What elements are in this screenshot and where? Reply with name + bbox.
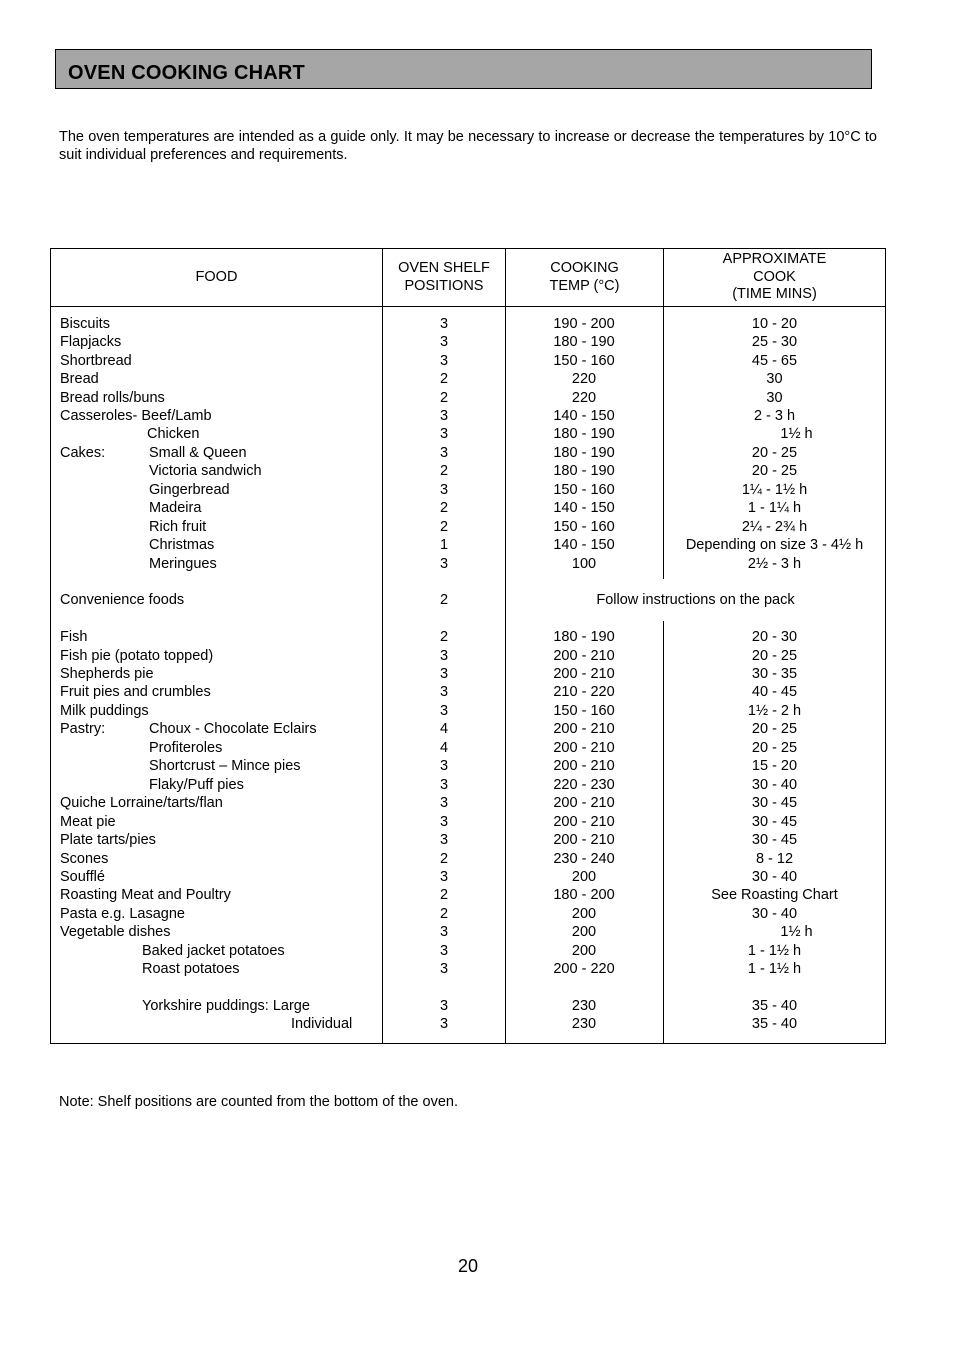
temp-cell: 180 - 200: [553, 887, 615, 903]
temp-cell: 180 - 190: [553, 463, 615, 479]
food-cell: Fish: [60, 629, 88, 645]
temp-cell: 140 - 150: [553, 500, 615, 516]
time-cell: 1 - 1½ h: [747, 961, 802, 977]
time-cell: 1½ h: [780, 426, 813, 442]
time-cell: 30: [766, 371, 783, 387]
time-cell: 15 - 20: [751, 758, 798, 774]
temp-cell: 200 - 210: [553, 721, 615, 737]
temp-cell: 140 - 150: [553, 537, 615, 553]
food-cell: Fruit pies and crumbles: [60, 684, 211, 700]
header-divider: [51, 306, 885, 307]
food-cell: Chicken: [147, 426, 200, 442]
time-cell: 20 - 30: [751, 629, 798, 645]
shelf-cell: 3: [439, 316, 449, 332]
shelf-cell: 3: [439, 353, 449, 369]
shelf-cell: 2: [439, 519, 449, 535]
temp-cell: 200 - 210: [553, 795, 615, 811]
food-cell: Gingerbread: [149, 482, 230, 498]
food-cell: Soufflé: [60, 869, 105, 885]
time-cell: 2¼ - 2¾ h: [741, 519, 808, 535]
shelf-cell: 3: [439, 795, 449, 811]
shelf-cell: 3: [439, 832, 449, 848]
shelf-cell: 3: [439, 703, 449, 719]
shelf-cell: 1: [439, 537, 449, 553]
temp-cell: 200 - 210: [553, 758, 615, 774]
food-cell: Shortcrust – Mince pies: [149, 758, 301, 774]
row-group-label: Pastry:: [60, 721, 106, 737]
food-cell: Fish pie (potato topped): [60, 648, 214, 664]
time-cell: 1¼ - 1½ h: [741, 482, 808, 498]
temp-cell: 230 - 240: [553, 851, 615, 867]
temp-cell: 200 - 210: [553, 648, 615, 664]
food-cell: Profiteroles: [149, 740, 223, 756]
temp-cell: 200 - 210: [553, 832, 615, 848]
shelf-cell: 3: [439, 814, 449, 830]
time-cell: 30 - 40: [751, 777, 798, 793]
time-cell: Depending on size 3 - 4½ h: [685, 537, 864, 553]
shelf-cell: 3: [439, 1016, 449, 1032]
temp-cell: 200: [571, 924, 597, 940]
shelf-cell: 3: [439, 445, 449, 461]
shelf-cell: 3: [439, 648, 449, 664]
food-cell: Victoria sandwich: [149, 463, 262, 479]
food-cell: Rich fruit: [149, 519, 207, 535]
time-cell: 35 - 40: [751, 1016, 798, 1032]
time-cell: 30 - 45: [751, 795, 798, 811]
page-number: 20: [457, 1256, 479, 1276]
time-cell: 10 - 20: [751, 316, 798, 332]
food-cell: Meat pie: [60, 814, 116, 830]
food-cell: Pasta e.g. Lasagne: [60, 906, 185, 922]
temp-cell: 150 - 160: [553, 482, 615, 498]
food-cell: Christmas: [149, 537, 215, 553]
header-food: FOOD: [195, 268, 238, 285]
header-temp: COOKING TEMP (°C): [549, 260, 620, 294]
food-cell: Scones: [60, 851, 109, 867]
shelf-cell: 3: [439, 924, 449, 940]
food-cell: Choux - Chocolate Eclairs: [149, 721, 317, 737]
food-cell: Meringues: [149, 556, 217, 572]
temp-cell: 150 - 160: [553, 353, 615, 369]
temp-cell: 190 - 200: [553, 316, 615, 332]
shelf-cell: 4: [439, 740, 449, 756]
shelf-cell: 3: [439, 961, 449, 977]
title-banner: [55, 49, 872, 89]
time-cell: 40 - 45: [751, 684, 798, 700]
header-shelf: OVEN SHELF POSITIONS: [398, 260, 490, 294]
food-cell: Quiche Lorraine/tarts/flan: [60, 795, 223, 811]
time-cell: 30 - 40: [751, 869, 798, 885]
shelf-cell: 3: [439, 684, 449, 700]
shelf-cell: 2: [439, 463, 449, 479]
food-cell: Flaky/Puff pies: [149, 777, 244, 793]
temp-cell: 230: [571, 1016, 597, 1032]
time-cell: 30 - 35: [751, 666, 798, 682]
time-cell: 20 - 25: [751, 463, 798, 479]
temp-cell: 150 - 160: [553, 703, 615, 719]
temp-cell: 180 - 190: [553, 629, 615, 645]
shelf-cell: 2: [439, 371, 449, 387]
temp-cell: 200 - 210: [553, 814, 615, 830]
temp-cell: 220 - 230: [553, 777, 615, 793]
food-cell: Roast potatoes: [142, 961, 240, 977]
temp-cell: 180 - 190: [553, 334, 615, 350]
temp-cell: 210 - 220: [553, 684, 615, 700]
shelf-cell: 3: [439, 777, 449, 793]
food-cell: Individual: [291, 1016, 353, 1032]
food-cell: Casseroles- Beef/Lamb: [60, 408, 212, 424]
time-cell: 20 - 25: [751, 740, 798, 756]
shelf-cell: 2: [439, 629, 449, 645]
temp-cell: 200 - 220: [553, 961, 615, 977]
temp-cell: 220: [571, 371, 597, 387]
shelf-cell: 3: [439, 869, 449, 885]
col-divider-3-lower: [663, 621, 664, 1043]
intro-paragraph: The oven temperatures are intended as a guide only. It may be necessary to increase or decrease the temperatures by 10°C to suit individual preferences and requirements.: [59, 129, 877, 163]
shelf-cell: 2: [439, 887, 449, 903]
food-cell: Shortbread: [60, 353, 132, 369]
time-cell: 45 - 65: [751, 353, 798, 369]
temp-cell: 140 - 150: [553, 408, 615, 424]
food-cell: Yorkshire puddings: Large: [142, 998, 310, 1014]
shelf-cell: 3: [439, 426, 449, 442]
shelf-cell: 2: [439, 592, 449, 608]
temp-cell: 200: [571, 906, 597, 922]
shelf-cell: 3: [439, 334, 449, 350]
food-cell: Baked jacket potatoes: [142, 943, 285, 959]
instruction-span-cell: Follow instructions on the pack: [596, 592, 795, 608]
time-cell: 25 - 30: [751, 334, 798, 350]
time-cell: 1½ h: [780, 924, 813, 940]
time-cell: See Roasting Chart: [711, 887, 838, 903]
food-cell: Shepherds pie: [60, 666, 154, 682]
temp-cell: 200: [571, 943, 597, 959]
food-cell: Biscuits: [60, 316, 110, 332]
food-cell: Bread: [60, 371, 99, 387]
temp-cell: 200: [571, 869, 597, 885]
time-cell: 35 - 40: [751, 998, 798, 1014]
row-group-label: Cakes:: [60, 445, 106, 461]
time-cell: 30: [766, 390, 783, 406]
shelf-cell: 3: [439, 666, 449, 682]
temp-cell: 220: [571, 390, 597, 406]
time-cell: 20 - 25: [751, 648, 798, 664]
food-cell: Roasting Meat and Poultry: [60, 887, 231, 903]
shelf-cell: 3: [439, 943, 449, 959]
temp-cell: 180 - 190: [553, 445, 615, 461]
shelf-cell: 3: [439, 998, 449, 1014]
time-cell: 1 - 1¼ h: [747, 500, 802, 516]
time-cell: 30 - 45: [751, 814, 798, 830]
temp-cell: 200 - 210: [553, 740, 615, 756]
shelf-cell: 4: [439, 721, 449, 737]
shelf-cell: 3: [439, 758, 449, 774]
food-cell: Vegetable dishes: [60, 924, 171, 940]
shelf-cell: 2: [439, 500, 449, 516]
food-cell: Milk puddings: [60, 703, 149, 719]
food-cell: Small & Queen: [149, 445, 247, 461]
shelf-cell: 2: [439, 390, 449, 406]
temp-cell: 100: [571, 556, 597, 572]
food-cell: Plate tarts/pies: [60, 832, 156, 848]
shelf-cell: 2: [439, 851, 449, 867]
time-cell: 2 - 3 h: [753, 408, 796, 424]
footnote: Note: Shelf positions are counted from the bottom of the oven.: [59, 1094, 458, 1110]
cooking-chart-table: [50, 248, 886, 1044]
header-time: APPROXIMATE COOK (TIME MINS): [722, 251, 827, 303]
time-cell: 1½ - 2 h: [747, 703, 802, 719]
time-cell: 30 - 40: [751, 906, 798, 922]
time-cell: 2½ - 3 h: [747, 556, 802, 572]
food-cell: Convenience foods: [60, 592, 185, 608]
page-title: OVEN COOKING CHART: [68, 62, 305, 84]
shelf-cell: 3: [439, 556, 449, 572]
temp-cell: 230: [571, 998, 597, 1014]
shelf-cell: 3: [439, 482, 449, 498]
time-cell: 30 - 45: [751, 832, 798, 848]
temp-cell: 150 - 160: [553, 519, 615, 535]
shelf-cell: 3: [439, 408, 449, 424]
shelf-cell: 2: [439, 906, 449, 922]
temp-cell: 200 - 210: [553, 666, 615, 682]
temp-cell: 180 - 190: [553, 426, 615, 442]
food-cell: Madeira: [149, 500, 202, 516]
food-cell: Bread rolls/buns: [60, 390, 165, 406]
food-cell: Flapjacks: [60, 334, 122, 350]
time-cell: 8 - 12: [755, 851, 794, 867]
time-cell: 20 - 25: [751, 445, 798, 461]
time-cell: 1 - 1½ h: [747, 943, 802, 959]
time-cell: 20 - 25: [751, 721, 798, 737]
